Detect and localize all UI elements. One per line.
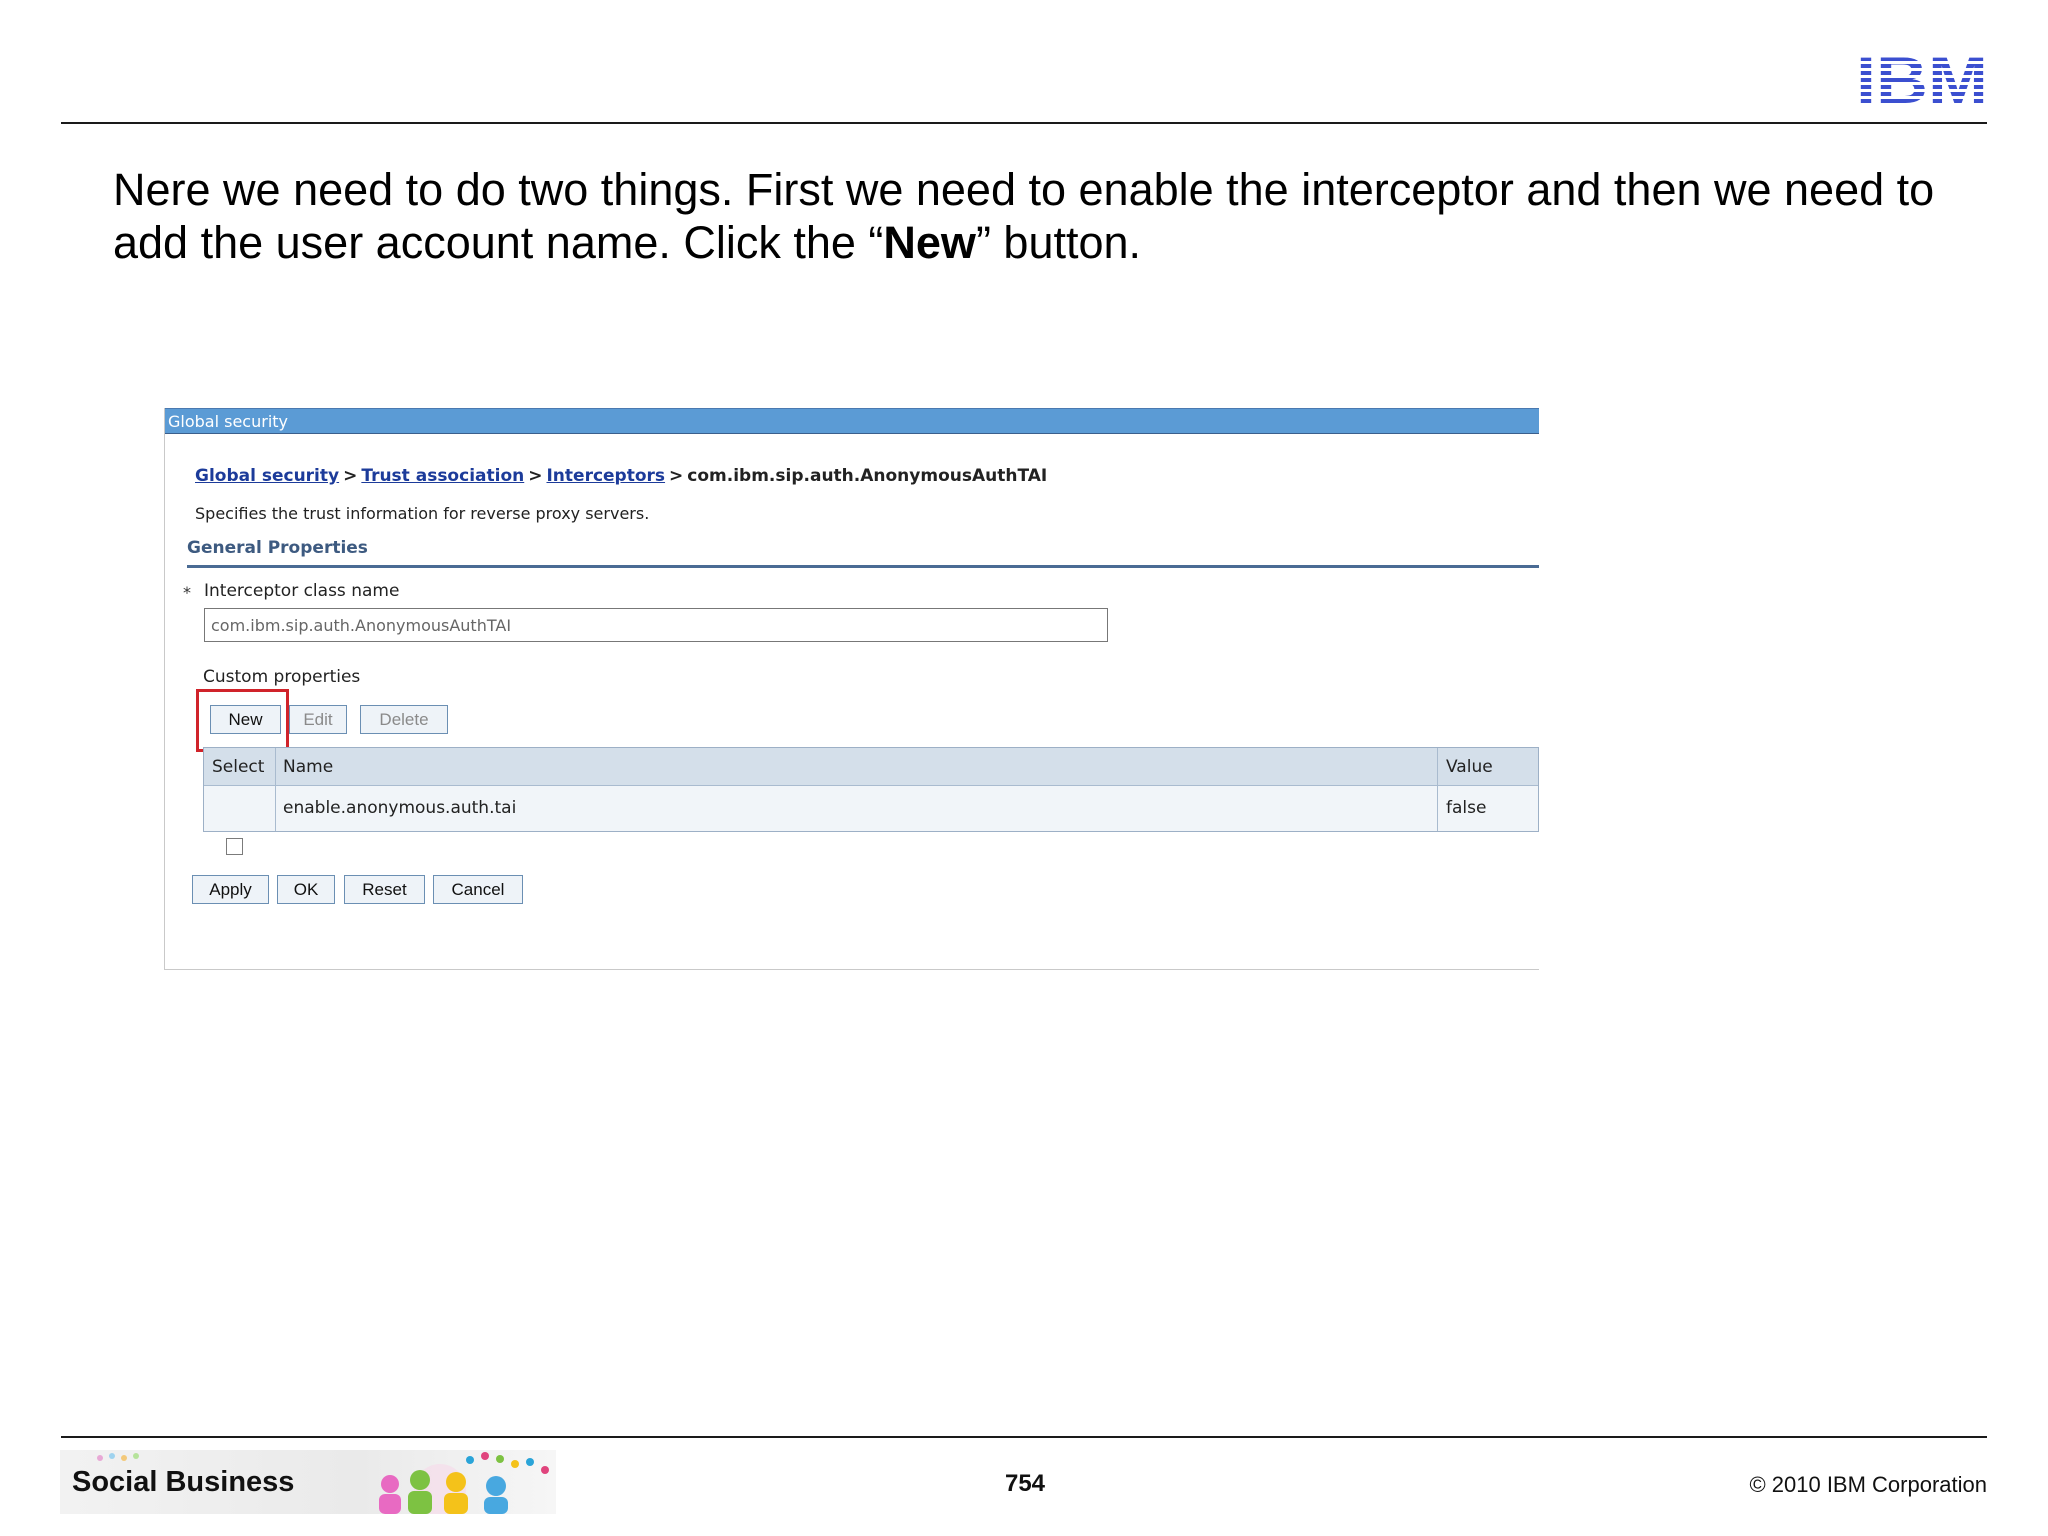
breadcrumb-trust-association[interactable]: Trust association <box>361 466 525 486</box>
table-row-select-cell <box>204 786 275 831</box>
footer-rule <box>61 1436 1987 1438</box>
breadcrumb-separator: > <box>528 466 543 486</box>
header-rule <box>61 122 1987 124</box>
column-header-select: Select <box>204 748 275 786</box>
global-security-panel <box>164 408 1539 970</box>
table-divider <box>275 748 276 831</box>
breadcrumb-current: com.ibm.sip.auth.AnonymousAuthTAI <box>687 466 1048 486</box>
breadcrumb-interceptors[interactable]: Interceptors <box>546 466 666 486</box>
page-description: Specifies the trust information for reverse proxy servers. <box>195 504 650 523</box>
instruction-part2: ” button. <box>975 217 1142 268</box>
panel-header: Global security <box>165 408 1539 434</box>
interceptor-class-label: Interceptor class name <box>204 581 400 601</box>
table-row-name: enable.anonymous.auth.tai <box>275 786 1437 831</box>
instruction-text <box>113 163 1993 269</box>
instruction-part1: Nere we need to do two things. First we need to enable the interceptor and then we need to add the user account name. Click the “ <box>113 164 1935 268</box>
column-header-value: Value <box>1437 748 1538 786</box>
new-button-highlight <box>196 689 289 752</box>
column-header-name: Name <box>275 748 1437 786</box>
cancel-button[interactable]: Cancel <box>433 875 523 904</box>
breadcrumb-separator: > <box>669 466 684 486</box>
ibm-logo <box>1856 50 1988 106</box>
row-select-checkbox[interactable] <box>226 838 243 855</box>
ok-button[interactable]: OK <box>277 875 335 904</box>
custom-properties-label: Custom properties <box>203 667 361 687</box>
interceptor-class-input[interactable] <box>204 608 1108 642</box>
table-row-value: false <box>1437 786 1538 831</box>
edit-button[interactable]: Edit <box>289 705 347 734</box>
copyright: © 2010 IBM Corporation <box>1749 1472 1987 1497</box>
instruction-bold: New <box>883 217 976 268</box>
table-divider <box>1437 748 1438 831</box>
breadcrumb-global-security[interactable]: Global security <box>195 466 340 486</box>
required-marker: * <box>183 583 191 602</box>
footer-brand: Social Business <box>72 1466 295 1498</box>
breadcrumb-separator: > <box>343 466 358 486</box>
reset-button[interactable]: Reset <box>344 875 425 904</box>
apply-button[interactable]: Apply <box>192 875 269 904</box>
general-properties-title: General Properties <box>187 538 1539 568</box>
delete-button[interactable]: Delete <box>360 705 448 734</box>
page-number: 754 <box>1004 1470 1046 1497</box>
custom-properties-table <box>203 747 1539 832</box>
breadcrumb <box>195 466 1047 486</box>
new-button[interactable]: New <box>210 705 281 734</box>
